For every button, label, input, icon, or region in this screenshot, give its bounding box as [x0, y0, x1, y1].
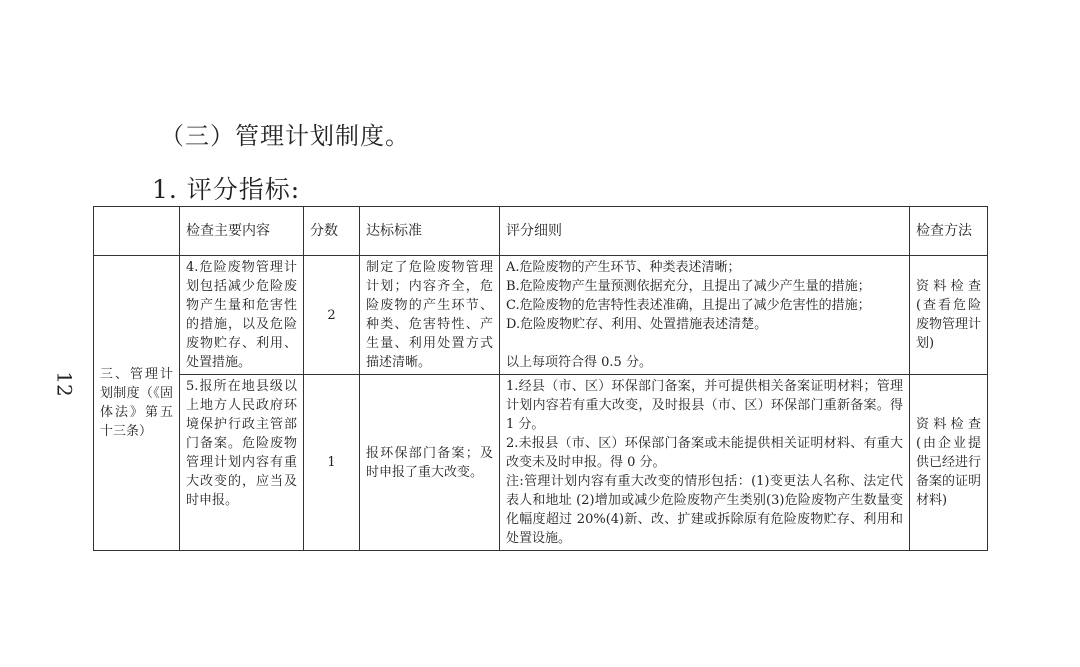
table-header-row [94, 207, 988, 256]
group-label-cell: 三、管理计划制度（《固体法》第五十三条） [94, 256, 180, 551]
section-heading: （三）管理计划制度。 [160, 122, 410, 150]
details-cell [500, 375, 910, 551]
score-cell: 2 [304, 256, 360, 375]
header-details: 评分细则 [500, 207, 910, 256]
header-method: 检查方法 [910, 207, 988, 256]
score-cell: 1 [304, 375, 360, 551]
detail-line: A.危险废物的产生环节、种类表述清晰； [506, 260, 741, 275]
detail-line: 2.未报县（市、区）环保部门备案或未能提供相关证明材料、有重大改变未及时申报。得 0 分。 [506, 436, 903, 470]
scoring-table [93, 206, 988, 551]
content-cell: 5.报所在地县级以上地方人民政府环境保护行政主管部门备案。危险废物管理计划内容有重大改变的，应当及时申报。 [180, 375, 304, 551]
method-cell: 资料检查(查看危险废物管理计划) [910, 256, 988, 375]
detail-line: 以上每项符合得 0.5 分。 [506, 355, 652, 370]
detail-line: B.危险废物产生量预测依据充分，且提出了减少产生量的措施； [506, 279, 871, 294]
header-empty [94, 207, 180, 256]
header-standard: 达标标准 [360, 207, 500, 256]
header-score: 分数 [304, 207, 360, 256]
standard-cell: 制定了危险废物管理计划；内容齐全，危险废物的产生环节、种类、危害特性、产生量、利用处置方式描述清晰。 [360, 256, 500, 375]
content-cell: 4.危险废物管理计划包括减少危险废物产生量和危害性的措施，以及危险废物贮存、利用、处置措施。 [180, 256, 304, 375]
subsection-heading: 1. 评分指标: [152, 175, 301, 204]
page-number: 12 [52, 371, 77, 397]
standard-cell: 报环保部门备案；及时申报了重大改变。 [360, 375, 500, 551]
detail-line: D.危险废物贮存、利用、处置措施表述清楚。 [506, 317, 768, 332]
table-row [94, 375, 988, 551]
header-content: 检查主要内容 [180, 207, 304, 256]
method-cell: 资料检查(由企业提供已经进行备案的证明材料) [910, 375, 988, 551]
detail-spacer [506, 334, 903, 353]
detail-line: C.危险废物的危害特性表述准确，且提出了减少危害性的措施； [506, 298, 871, 313]
table-row [94, 256, 988, 375]
detail-line: 1.经县（市、区）环保部门备案，并可提供相关备案证明材料；管理计划内容若有重大改变，及时报县（市、区）环保部门重新备案。得 1 分。 [506, 379, 903, 432]
detail-line: 注:管理计划内容有重大改变的情形包括：(1)变更法人名称、法定代表人和地址 (2)增加或减少危险废物产生类别(3)危险废物产生数量变化幅度超过 20%(4)新、改、扩建或拆除原有危险废物贮存、利用和处置设施。 [506, 474, 903, 546]
details-cell [500, 256, 910, 375]
